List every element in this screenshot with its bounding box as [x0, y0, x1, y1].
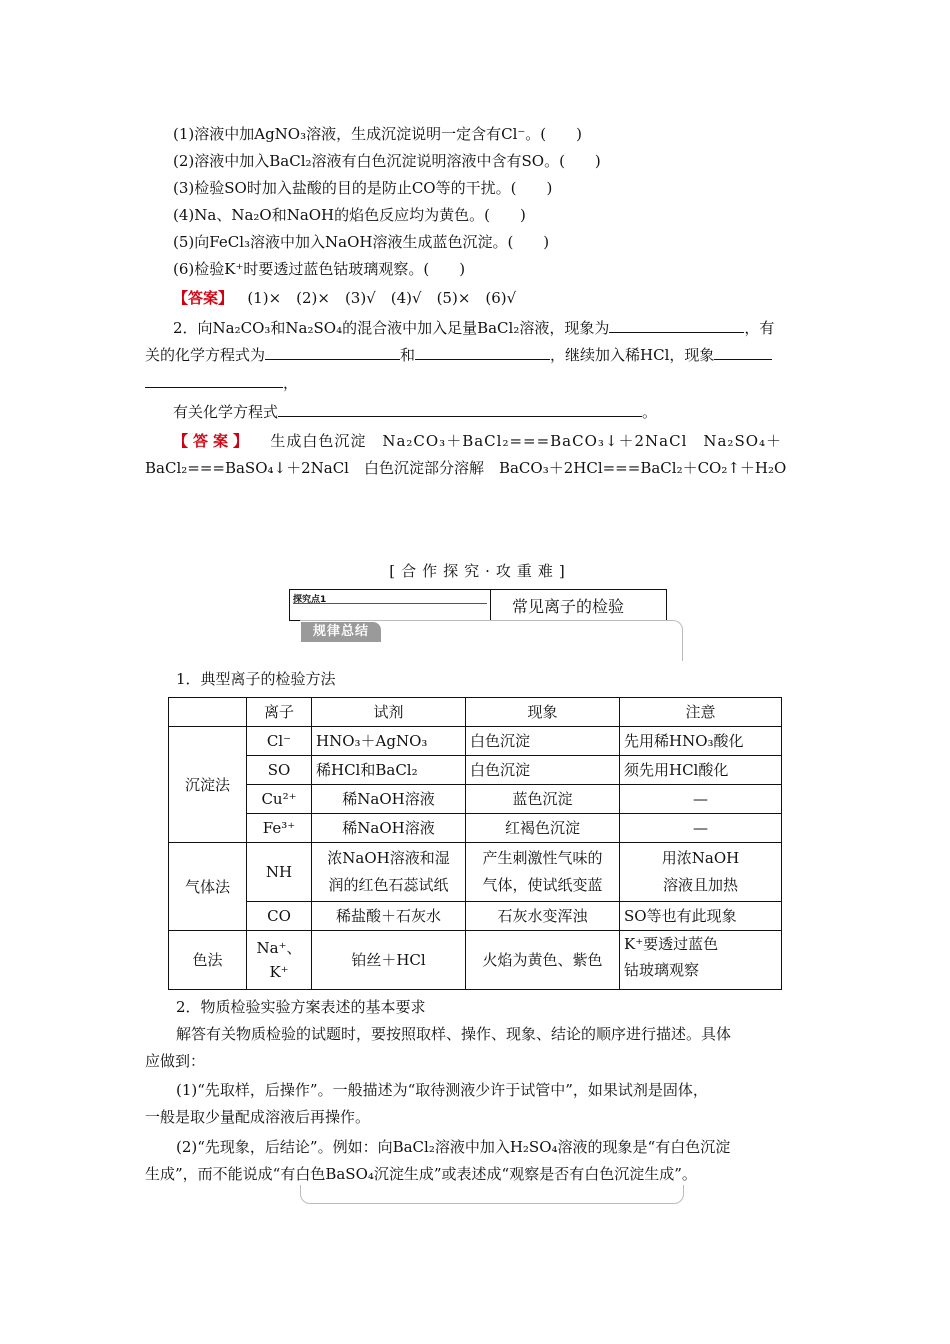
para-2b: 一般是取少量配成溶液后再操作。	[145, 1108, 371, 1126]
q2-text-4-end: 。	[642, 403, 658, 421]
table-header-cell: 试剂	[312, 698, 466, 727]
question-5: (5)向FeCl₃溶液中加入NaOH溶液生成蓝色沉淀。( )	[173, 233, 550, 251]
para-3b: 生成”，而不能说成“有白色BaSO₄沉淀生成”或表述成“观察是否有白色沉淀生成”。	[145, 1165, 697, 1183]
note-cell: —	[620, 785, 782, 814]
note-cell: 先用稀HNO₃酸化	[620, 727, 782, 756]
answer-text: (1)× (2)× (3)√ (4)√ (5)× (6)√	[247, 289, 517, 307]
table-row	[169, 785, 782, 814]
phenomenon-cell: 红褐色沉淀	[466, 814, 620, 843]
blank[interactable]	[415, 345, 550, 360]
note-cell: —	[620, 814, 782, 843]
table-row	[169, 843, 782, 902]
ion-cell: Cl⁻	[247, 727, 312, 756]
table-row	[169, 931, 782, 990]
phenomenon-cell: 石灰水变浑浊	[466, 902, 620, 931]
topic-title: 常见离子的检验	[512, 597, 625, 616]
para-1a: 解答有关物质检验的试题时，要按照取样、操作、现象、结论的顺序进行描述。具体	[176, 1025, 732, 1043]
phenomenon-cell: 白色沉淀	[466, 727, 620, 756]
answer-label: 【答案】	[173, 289, 234, 307]
question-6: (6)检验K⁺时要透过蓝色钴玻璃观察。( )	[173, 260, 466, 278]
phenomenon-cell: 火焰为黄色、紫色	[466, 931, 620, 990]
question-2: (2)溶液中加入BaCl₂溶液有白色沉淀说明溶液中含有SO。( )	[173, 152, 601, 170]
reagent-cell: 铂丝＋HCl	[312, 931, 466, 990]
reagent-cell: 稀NaOH溶液	[312, 785, 466, 814]
reagent-line: 润的红色石蕊试纸	[328, 876, 449, 894]
note-cell: 须先用HCl酸化	[620, 756, 782, 785]
table-row	[169, 756, 782, 785]
reagent-cell: 稀NaOH溶液	[312, 814, 466, 843]
reagent-cell: HNO₃＋AgNO₃	[312, 727, 466, 756]
phenomenon-line: 产生刺激性气味的	[482, 849, 603, 867]
table-header-cell: 现象	[466, 698, 620, 727]
reagent-cell	[312, 843, 466, 902]
section-title: [合作探究·攻重难]	[389, 562, 571, 580]
q2-line-2	[145, 345, 772, 365]
divider	[293, 603, 487, 604]
table-row	[169, 902, 782, 931]
group-cell: 沉淀法	[169, 727, 247, 843]
table-header-cell	[169, 698, 247, 727]
ion-line: Na⁺、	[256, 939, 302, 957]
q2-text-3: ，	[283, 374, 299, 392]
note-line: 用浓NaOH	[661, 849, 740, 867]
phenomenon-cell: 蓝色沉淀	[466, 785, 620, 814]
topic-tag: 探究点1	[293, 595, 327, 605]
para-1b: 应做到：	[145, 1052, 206, 1070]
table-header-row	[169, 698, 782, 727]
q2-line-1	[173, 318, 774, 338]
note-cell: SO等也有此现象	[620, 902, 782, 931]
question-3: (3)检验SO时加入盐酸的目的是防止CO等的干扰。( )	[173, 179, 553, 197]
ion-cell: CO	[247, 902, 312, 931]
note-line: 钴玻璃观察	[624, 961, 700, 979]
blank[interactable]	[278, 402, 642, 417]
note-line: 溶液且加热	[662, 876, 738, 894]
ion-cell	[247, 931, 312, 990]
ion-line: K⁺	[269, 963, 289, 981]
ion-cell: SO	[247, 756, 312, 785]
note-cell	[620, 931, 782, 990]
topic-box	[289, 589, 667, 621]
blank[interactable]	[714, 345, 772, 360]
group-cell: 色法	[169, 931, 247, 990]
ion-cell: Fe³⁺	[247, 814, 312, 843]
rule-frame-bottom	[300, 1185, 684, 1204]
answer-2-text-1: 生成白色沉淀 Na₂CO₃＋BaCl₂===BaCO₃↓＋2NaCl Na₂SO₄＋	[270, 432, 783, 450]
note-cell	[620, 843, 782, 902]
table-header-cell: 注意	[620, 698, 782, 727]
answer-1	[173, 288, 516, 308]
blank[interactable]	[609, 318, 744, 333]
question-4: (4)Na、Na₂O和NaOH的焰色反应均为黄色。( )	[173, 206, 526, 224]
q2-text-2a: 关的化学方程式为	[145, 346, 266, 364]
q2-text-4: 有关化学方程式	[173, 403, 279, 421]
q2-text-2b: 和	[400, 346, 416, 364]
table-row	[169, 727, 782, 756]
reagent-line: 浓NaOH溶液和湿	[327, 849, 450, 867]
q2-line-3	[145, 373, 298, 393]
answer-2-line-2: BaCl₂===BaSO₄↓＋2NaCl 白色沉淀部分溶解 BaCO₃＋2HCl===BaCl₂＋CO₂↑＋H₂O	[145, 459, 787, 477]
phenomenon-cell	[466, 843, 620, 902]
heading-2: 2．物质检验实验方案表述的基本要求	[176, 998, 426, 1016]
reagent-cell: 稀HCl和BaCl₂	[312, 756, 466, 785]
ion-cell: NH	[247, 843, 312, 902]
blank[interactable]	[265, 345, 400, 360]
phenomenon-line: 气体，使试纸变蓝	[482, 876, 603, 894]
para-3a: (2)“先现象，后结论”。例如：向BaCl₂溶液中加入H₂SO₄溶液的现象是“有白色沉淀	[176, 1138, 731, 1156]
para-2a: (1)“先取样，后操作”。一般描述为“取待测液少许于试管中”，如果试剂是固体，	[176, 1081, 708, 1099]
answer-2-line-1	[173, 431, 782, 451]
q2-text-1-end: ，有	[744, 319, 775, 337]
q2-text-2c: ，继续加入稀HCl，现象	[550, 346, 715, 364]
rule-label: 规律总结	[301, 622, 381, 642]
blank[interactable]	[145, 373, 283, 388]
group-cell: 气体法	[169, 843, 247, 931]
heading-1: 1．典型离子的检验方法	[176, 670, 336, 688]
phenomenon-cell: 白色沉淀	[466, 756, 620, 785]
table-row	[169, 814, 782, 843]
reagent-cell: 稀盐酸＋石灰水	[312, 902, 466, 931]
topic-box-left	[290, 590, 491, 620]
question-1: (1)溶液中加AgNO₃溶液，生成沉淀说明一定含有Cl⁻。( )	[173, 125, 583, 143]
ion-cell: Cu²⁺	[247, 785, 312, 814]
ion-test-table	[168, 697, 782, 990]
note-line: K⁺要透过蓝色	[624, 935, 719, 953]
q2-line-4	[173, 402, 657, 422]
answer-label: 【答案】	[173, 432, 254, 450]
table-header-cell: 离子	[247, 698, 312, 727]
q2-text-1: 2．向Na₂CO₃和Na₂SO₄的混合液中加入足量BaCl₂溶液，现象为	[173, 319, 610, 337]
